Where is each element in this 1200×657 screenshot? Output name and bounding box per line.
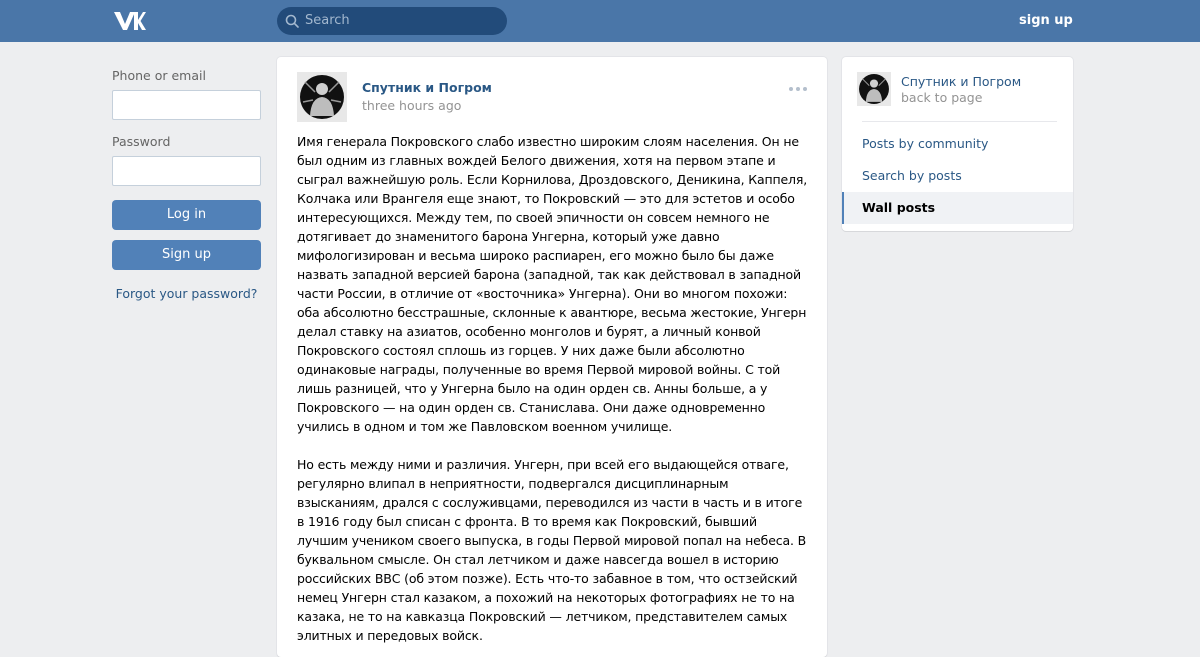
search-placeholder: Search bbox=[305, 13, 350, 28]
sidebar-item-wall-posts[interactable]: Wall posts bbox=[842, 192, 1073, 224]
search-input[interactable] bbox=[277, 7, 507, 35]
more-dots-icon[interactable] bbox=[788, 86, 808, 92]
top-bar bbox=[0, 0, 1200, 42]
community-avatar[interactable] bbox=[857, 72, 891, 106]
login-panel bbox=[112, 58, 261, 301]
back-to-page-link[interactable]: back to page bbox=[901, 90, 983, 105]
signup-button[interactable]: Sign up bbox=[112, 240, 261, 270]
author-avatar[interactable] bbox=[297, 72, 347, 122]
password-label: Password bbox=[112, 134, 171, 149]
post-text: Имя генерала Покровского слабо известно широким слоям населения. Он не был одним из главных вождей Белого движения, хотя на первом этапе и сыграл важнейшую роль. Если Корнилова, Дроздовского, Деникина, Каппеля, Колчака или Врангеля еще знают, то Покровский — это для эстетов и особо интересующихся. Между тем, по своей эпичности он совсем немного не дотягивает до знаменитого барона Унгерна, который уже давно мифологизирован и весьма широко распиарен, его можно было бы даже назвать западной версией барона (западной, так как действовал в западной части России, в отличие от «восточника» Унгерна). Они во многом похожи: оба абсолютно бесстрашные, склонные к авантюре, весьма жестокие, Унгерн делал ставку на азиатов, особенно монголов и бурят, а личный конвой Покровского состоял сплошь из горцев. У них даже были абсолютно одинаковые награды, полученные во время Первой мировой войны. С той лишь разницей, что у Унгерна было на один орден св. Анны больше, а у Покровского — на один орден св. Станислава. Они даже одновременно учились в одном и том же Павловском военном училище. Но есть между ними и различия. Унгерн, при всей его выдающейся отваге, регулярно влипал в неприятности, подвергался дисциплинарным взысканиям, дрался с сослуживцами, переводился из части в часть и в итоге в 1916 году был списан с фронта. В то время как Покровский, бывший лучшим учеником своего выпуска, в годы Первой мировой попал на небеса. В буквальном смысле. Он стал летчиком и даже навсегда вошел в историю российских ВВС (об этом позже). Есть что-то забавное в том, что остзейский немец Унгерн стал казаком, а похожий на некоторых фотографиях не то на казака, не то на кавказца Покровский — летчиком, представителем самых элитных и передовых войск. bbox=[297, 134, 808, 643]
right-sidebar bbox=[842, 57, 1073, 231]
sidebar-divider bbox=[862, 121, 1057, 122]
post-timestamp[interactable]: three hours ago bbox=[362, 98, 462, 113]
avatar-image bbox=[297, 72, 347, 122]
search-icon bbox=[285, 14, 299, 28]
sidebar-item-search-by-posts[interactable]: Search by posts bbox=[862, 168, 962, 183]
password-field[interactable] bbox=[112, 156, 261, 186]
community-name-link[interactable]: Спутник и Погром bbox=[901, 74, 1022, 89]
community-avatar-image bbox=[857, 72, 891, 106]
phone-label: Phone or email bbox=[112, 68, 206, 83]
forgot-password-link[interactable]: Forgot your password? bbox=[115, 286, 258, 301]
wall-post bbox=[277, 57, 827, 657]
post-author-link[interactable]: Спутник и Погром bbox=[362, 80, 492, 95]
sidebar-item-posts-by-community[interactable]: Posts by community bbox=[862, 136, 989, 151]
phone-email-field[interactable] bbox=[112, 90, 261, 120]
vk-logo-icon[interactable] bbox=[112, 10, 146, 32]
header-signup-link[interactable]: sign up bbox=[1019, 13, 1073, 28]
login-button[interactable]: Log in bbox=[112, 200, 261, 230]
